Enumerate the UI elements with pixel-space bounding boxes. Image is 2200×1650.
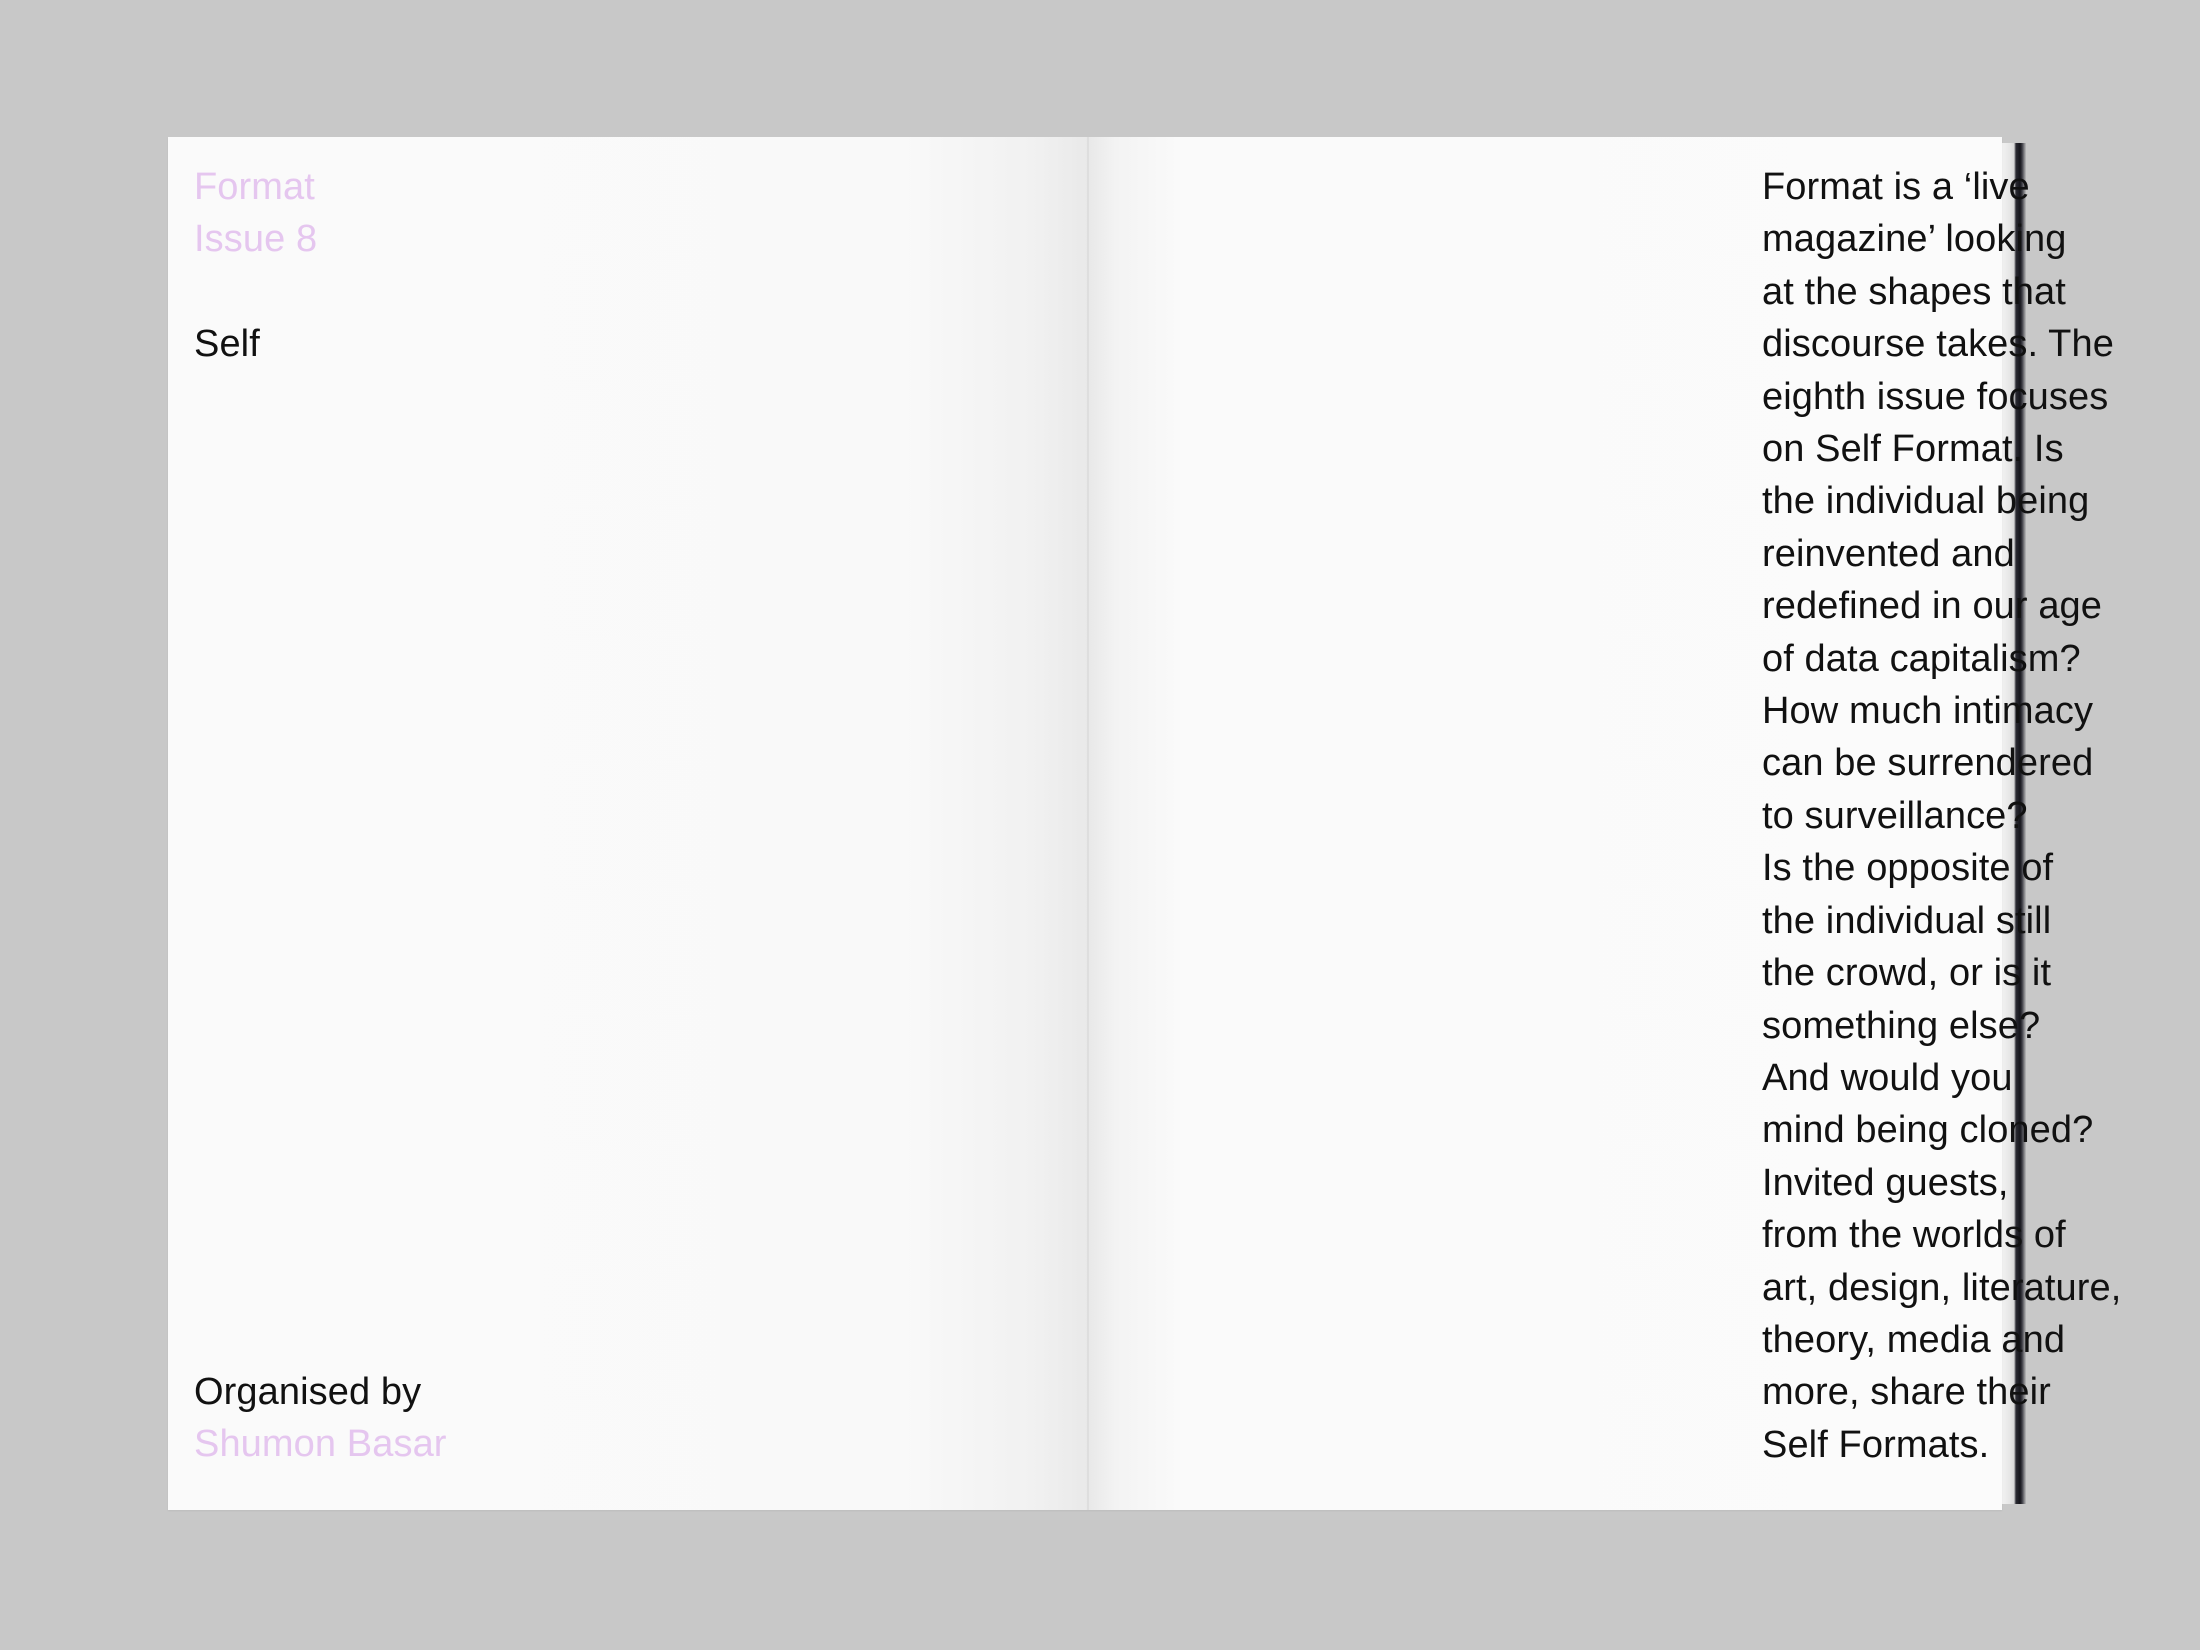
body-line: from the worlds of bbox=[1762, 1214, 2066, 1257]
section-title: Self bbox=[194, 323, 260, 365]
body-line: the individual being bbox=[1762, 480, 2090, 523]
left-page bbox=[168, 137, 1088, 1510]
body-line: of data capitalism? bbox=[1762, 637, 2081, 680]
body-line: discourse takes. The bbox=[1762, 323, 2114, 366]
magazine-spread bbox=[168, 137, 2122, 1510]
body-line: Self Formats. bbox=[1762, 1423, 1990, 1466]
body-line: can be surrendered bbox=[1762, 742, 2094, 785]
body-line: Format is a ‘live bbox=[1762, 166, 2030, 208]
body-line: Is the opposite of bbox=[1762, 847, 2054, 890]
body-line: more, share their bbox=[1762, 1371, 2051, 1414]
body-line: on Self Format. Is bbox=[1762, 428, 2064, 471]
spine-gutter bbox=[1087, 137, 1089, 1510]
body-line: And would you bbox=[1762, 1056, 2013, 1099]
body-line: mind being cloned? bbox=[1762, 1109, 2094, 1152]
credits bbox=[194, 1366, 447, 1471]
body-line: the crowd, or is it bbox=[1762, 952, 2052, 995]
body-line: How much intimacy bbox=[1762, 690, 2094, 733]
issue-number: Issue 8 bbox=[194, 218, 318, 261]
body-line: the individual still bbox=[1762, 899, 2052, 942]
body-line: art, design, literature, bbox=[1762, 1266, 2122, 1309]
body-line: Invited guests, bbox=[1762, 1161, 2009, 1204]
credits-label: Organised by bbox=[194, 1371, 422, 1413]
body-line: theory, media and bbox=[1762, 1318, 2066, 1361]
body-line: reinvented and bbox=[1762, 532, 2015, 575]
organiser-name: Shumon Basar bbox=[194, 1423, 447, 1466]
body-line: magazine’ looking bbox=[1762, 218, 2067, 261]
masthead bbox=[194, 161, 317, 266]
body-line: to surveillance? bbox=[1762, 794, 2028, 837]
magazine-title: Format bbox=[194, 166, 315, 208]
body-line: redefined in our age bbox=[1762, 585, 2103, 628]
body-line: at the shapes that bbox=[1762, 270, 2066, 313]
right-page bbox=[1088, 137, 2122, 1510]
body-line: something else? bbox=[1762, 1004, 2041, 1047]
body-copy bbox=[1762, 161, 2182, 1471]
body-line: eighth issue focuses bbox=[1762, 375, 2109, 418]
